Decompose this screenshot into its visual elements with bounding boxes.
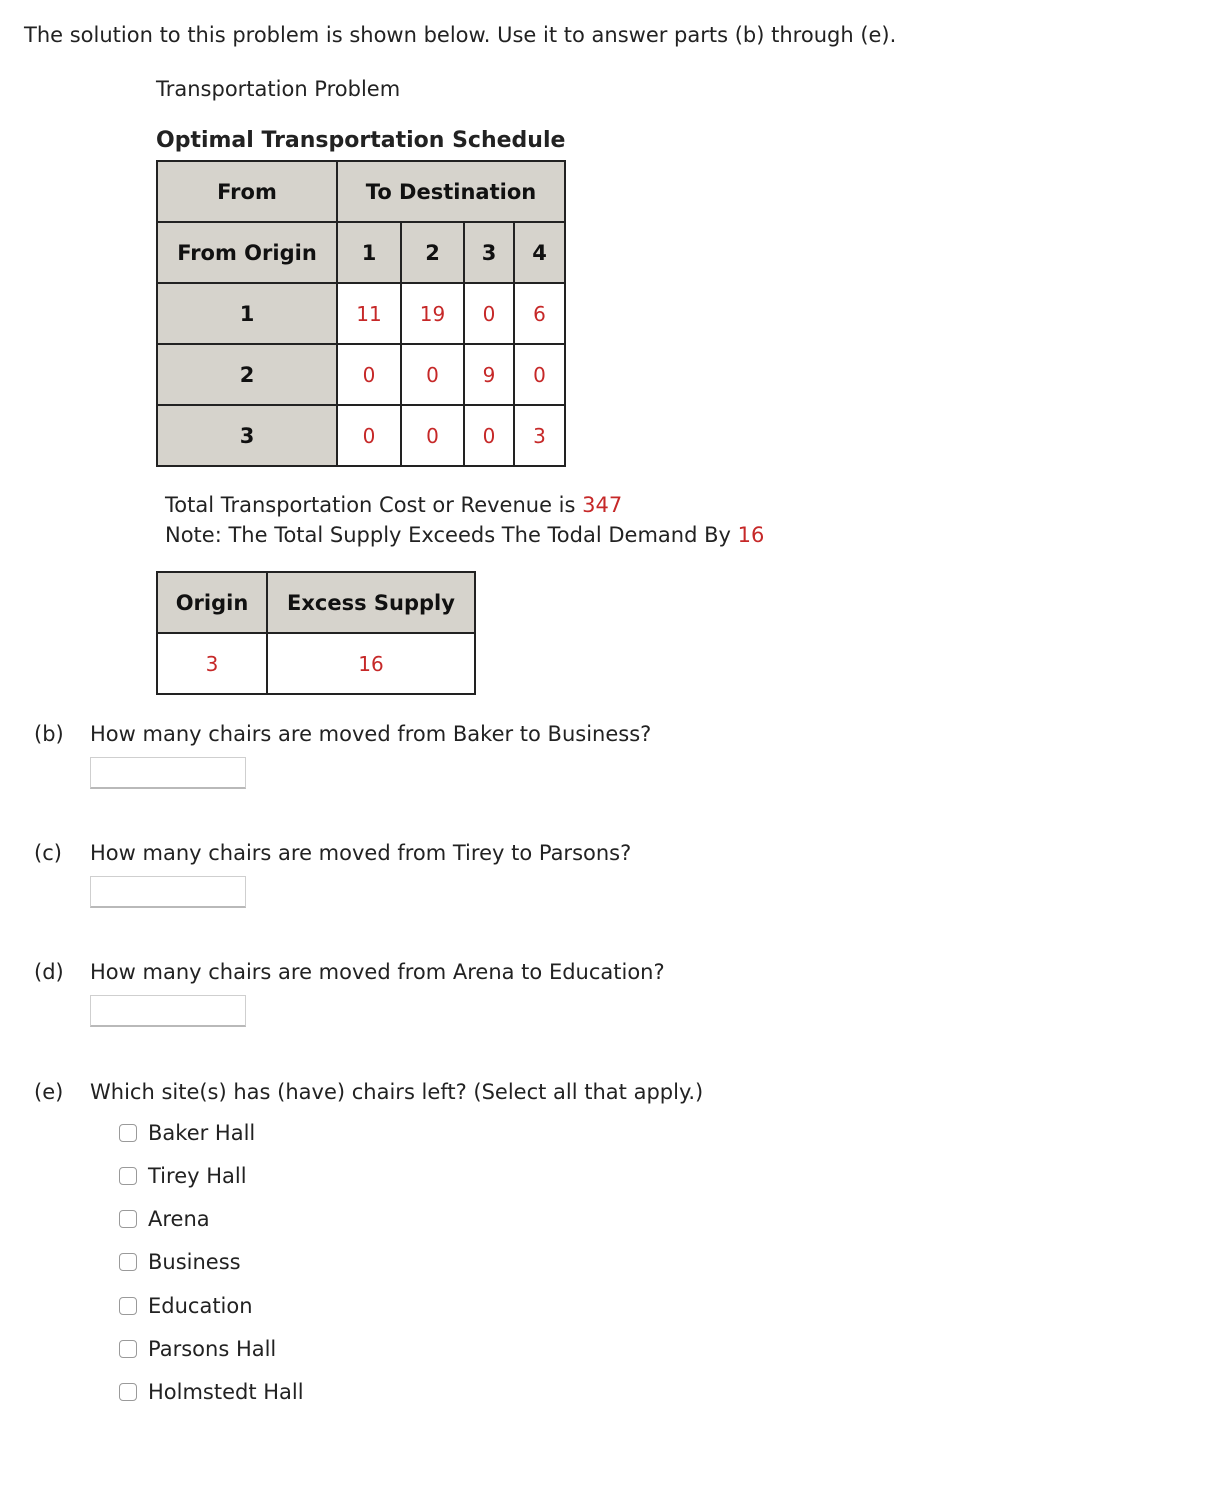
question-e-label: (e) (34, 1080, 64, 1104)
to-destination-header: To Destination (337, 161, 565, 222)
shipment-cell: 3 (514, 405, 565, 466)
answer-b-input[interactable] (90, 757, 246, 789)
shipment-cell: 0 (401, 344, 464, 405)
destination-header-3: 3 (464, 222, 514, 283)
question-b-text: How many chairs are moved from Baker to Business? (90, 722, 652, 746)
table-row (157, 344, 565, 405)
shipment-cell: 19 (401, 283, 464, 344)
excess-origin-value: 3 (157, 633, 267, 694)
table-row (157, 405, 565, 466)
checkbox[interactable] (119, 1210, 137, 1228)
from-origin-header: From Origin (157, 222, 337, 283)
option-label: Baker Hall (148, 1121, 256, 1145)
excess-supply-header: Excess Supply (267, 572, 475, 633)
option-parsons-hall[interactable] (119, 1334, 276, 1364)
supply-note-label: Note: The Total Supply Exceeds The Todal Demand By (165, 523, 731, 547)
answer-c-input[interactable] (90, 876, 246, 908)
option-baker-hall[interactable] (119, 1118, 255, 1148)
option-label: Arena (148, 1207, 210, 1231)
supply-note-value: 16 (737, 523, 765, 547)
question-c-text: How many chairs are moved from Tirey to Parsons? (90, 841, 632, 865)
origin-label: 1 (157, 283, 337, 344)
destination-header-4: 4 (514, 222, 565, 283)
shipment-cell: 11 (337, 283, 401, 344)
table-row (157, 633, 475, 694)
option-business[interactable] (119, 1247, 241, 1277)
question-b-label: (b) (34, 722, 64, 746)
summary-block (165, 490, 764, 550)
question-c-label: (c) (34, 841, 62, 865)
shipment-cell: 0 (401, 405, 464, 466)
option-education[interactable] (119, 1291, 253, 1321)
origin-label: 2 (157, 344, 337, 405)
option-label: Holmstedt Hall (148, 1380, 304, 1404)
excess-supply-value: 16 (267, 633, 475, 694)
option-tirey-hall[interactable] (119, 1161, 247, 1191)
total-cost-line (165, 490, 764, 520)
option-label: Business (148, 1250, 241, 1274)
shipment-cell: 0 (337, 405, 401, 466)
checkbox[interactable] (119, 1383, 137, 1401)
shipment-cell: 6 (514, 283, 565, 344)
question-e-text: Which site(s) has (have) chairs left? (Select all that apply.) (90, 1080, 704, 1104)
question-c (34, 838, 631, 868)
option-label: Education (148, 1294, 253, 1318)
option-label: Parsons Hall (148, 1337, 277, 1361)
checkbox[interactable] (119, 1167, 137, 1185)
excess-supply-table (156, 571, 476, 695)
shipment-cell: 9 (464, 344, 514, 405)
destination-header-2: 2 (401, 222, 464, 283)
excess-origin-header: Origin (157, 572, 267, 633)
shipment-cell: 0 (464, 405, 514, 466)
question-d (34, 957, 665, 987)
question-d-label: (d) (34, 960, 64, 984)
question-b (34, 719, 651, 749)
schedule-title: Optimal Transportation Schedule (156, 128, 566, 153)
supply-note-line (165, 520, 764, 550)
table-row (157, 283, 565, 344)
option-arena[interactable] (119, 1204, 210, 1234)
question-d-text: How many chairs are moved from Arena to Education? (90, 960, 665, 984)
checkbox[interactable] (119, 1124, 137, 1142)
checkbox[interactable] (119, 1253, 137, 1271)
checkbox[interactable] (119, 1340, 137, 1358)
origin-label: 3 (157, 405, 337, 466)
total-cost-value: 347 (582, 493, 623, 517)
shipment-cell: 0 (514, 344, 565, 405)
total-cost-label: Total Transportation Cost or Revenue is (165, 493, 576, 517)
option-holmstedt-hall[interactable] (119, 1377, 304, 1407)
shipment-cell: 0 (337, 344, 401, 405)
from-header: From (157, 161, 337, 222)
intro-text: The solution to this problem is shown below. Use it to answer parts (b) through (e). (24, 23, 897, 47)
shipment-cell: 0 (464, 283, 514, 344)
answer-d-input[interactable] (90, 995, 246, 1027)
checkbox[interactable] (119, 1297, 137, 1315)
destination-header-1: 1 (337, 222, 401, 283)
problem-subtitle: Transportation Problem (156, 77, 401, 101)
question-e (34, 1077, 703, 1107)
option-label: Tirey Hall (148, 1164, 247, 1188)
schedule-table (156, 160, 566, 467)
